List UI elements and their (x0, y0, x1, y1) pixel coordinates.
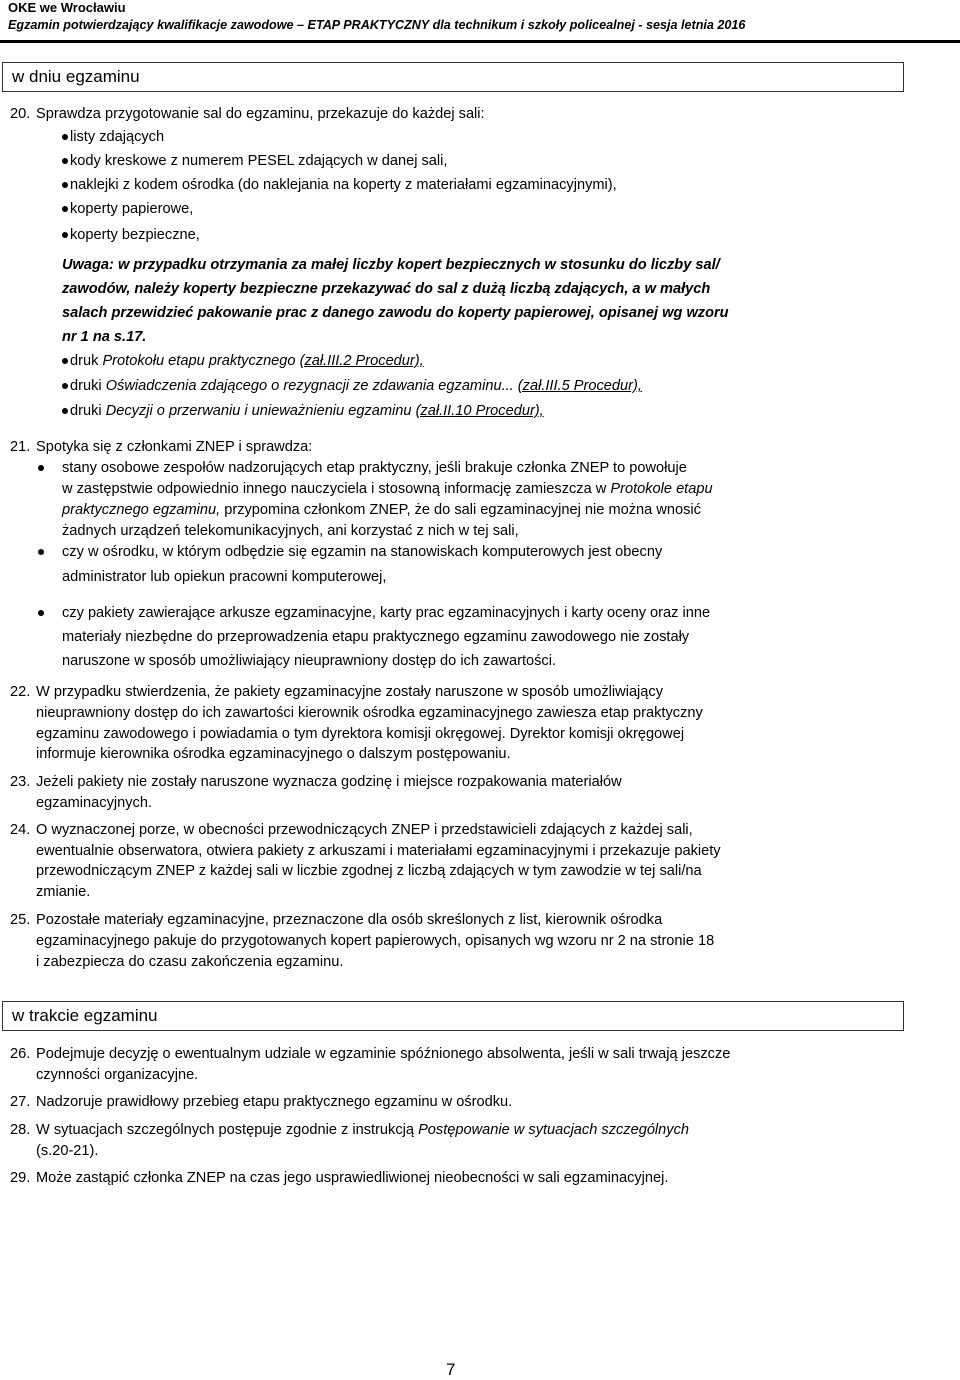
paragraph-line: praktycznego egzaminu, przypomina członkom ZNEP, że do sali egzaminacyjnej nie można wnosić (62, 502, 701, 518)
bullet-icon (62, 358, 68, 364)
paragraph-line: W przypadku stwierdzenia, że pakiety egzaminacyjne zostały naruszone w sposób umożliwiający (36, 684, 664, 700)
list-item: listy zdających (70, 129, 165, 145)
bullet-icon (38, 465, 44, 471)
list-item-protocol-form: druk Protokołu etapu praktycznego (zał.III.2 Procedur), (70, 353, 424, 369)
item-number: 29. (10, 1170, 31, 1186)
paragraph-line: Nadzoruje prawidłowy przebieg etapu praktycznego egzaminu w ośrodku. (36, 1094, 513, 1110)
paragraph-line: egzaminu zawodowego i powiadamia o tym dyrektora komisji okręgowej. Dyrektor komisji okręgowej (36, 726, 685, 742)
page-header (8, 0, 958, 34)
section-title: w dniu egzaminu (12, 67, 140, 86)
paragraph-line: administrator lub opiekun pracowni komputerowej, (62, 569, 387, 585)
paragraph-line: przewodniczącym ZNEP z każdej sali w liczbie zgodnej z liczbą zdających w tym zawodzie w tej sali/na (36, 863, 702, 879)
header-rule (0, 40, 960, 43)
item-number: 26. (10, 1046, 31, 1062)
bullet-icon (62, 232, 68, 238)
paragraph-line: i zabezpiecza do czasu zakończenia egzaminu. (36, 954, 344, 970)
paragraph-line: (s.20-21). (36, 1143, 99, 1159)
note-line: salach przewidzieć pakowanie prac z danego zawodu do koperty papierowej, opisanej wg wzoru (62, 305, 729, 321)
bullet-icon (62, 383, 68, 389)
item-number: 28. (10, 1122, 31, 1138)
bullet-icon (62, 182, 68, 188)
section-before-exam (2, 62, 904, 92)
paragraph-line: informuje kierownika ośrodka egzaminacyjnego o dalszym postępowaniu. (36, 746, 511, 762)
bullet-icon (62, 408, 68, 414)
list-item: kody kreskowe z numerem PESEL zdających w danej sali, (70, 153, 448, 169)
paragraph-line: nieuprawniony dostęp do ich zawartości kierownik ośrodka egzaminacyjnego zawiesza etap praktyczny (36, 705, 703, 721)
note-line: Uwaga: w przypadku otrzymania za małej liczby kopert bezpiecznych w stosunku do liczby sal/ (62, 257, 720, 273)
paragraph-line: stany osobowe zespołów nadzorujących etap praktyczny, jeśli brakuje członka ZNEP to powołuje (62, 460, 687, 476)
item-number: 24. (10, 822, 31, 838)
list-item-decision-form: druki Decyzji o przerwaniu i unieważnieniu egzaminu (zał.II.10 Procedur), (70, 403, 544, 419)
page-number: 7 (446, 1360, 456, 1379)
paragraph-line: żadnych urządzeń telekomunikacyjnych, ani korzystać z nich w tej sali, (62, 523, 519, 539)
paragraph-line: W sytuacjach szczególnych postępuje zgodnie z instrukcją Postępowanie w sytuacjach szczególnych (36, 1122, 690, 1138)
paragraph-line: Jeżeli pakiety nie zostały naruszone wyznacza godzinę i miejsce rozpakowania materiałów (36, 774, 622, 790)
bullet-icon (62, 206, 68, 212)
list-item-resignation-form: druki Oświadczenia zdającego o rezygnacji ze zdawania egzaminu... (zał.III.5 Procedur), (70, 378, 642, 394)
list-item: koperty bezpieczne, (70, 227, 200, 243)
list-item: koperty papierowe, (70, 201, 194, 217)
item-number: 20. (10, 106, 31, 122)
paragraph-line: ewentualnie obserwatora, otwiera pakiety z arkuszami i materiałami egzaminacyjnymi i przekazuje pakiety (36, 843, 721, 859)
item-number: 21. (10, 439, 31, 455)
item-number: 23. (10, 774, 31, 790)
header-institution: OKE we Wrocławiu (8, 0, 126, 15)
paragraph-line: czy pakiety zawierające arkusze egzaminacyjne, karty prac egzaminacyjnych i karty oceny oraz inne (62, 605, 711, 621)
paragraph-line: egzaminacyjnego pakuje do przygotowanych kopert papierowych, opisanych wg wzoru nr 2 na stronie 18 (36, 933, 715, 949)
paragraph-line: czy w ośrodku, w którym odbędzie się egzamin na stanowiskach komputerowych jest obecny (62, 544, 663, 560)
paragraph-line: Podejmuje decyzję o ewentualnym udziale w egzaminie spóźnionego absolwenta, jeśli w sali trwają jeszcze (36, 1046, 731, 1062)
item-21-intro: Spotyka się z członkami ZNEP i sprawdza: (36, 439, 313, 455)
item-number: 25. (10, 912, 31, 928)
bullet-icon (62, 134, 68, 140)
item-number: 27. (10, 1094, 31, 1110)
paragraph-line: Pozostałe materiały egzaminacyjne, przeznaczone dla osób skreślonych z list, kierownik ośrodka (36, 912, 663, 928)
paragraph-line: egzaminacyjnych. (36, 795, 152, 811)
paragraph-line: w zastępstwie odpowiednio innego nauczyciela i stosowną informację zamieszcza w Protokole etapu (62, 481, 713, 497)
paragraph-line: materiały niezbędne do przeprowadzenia etapu praktycznego egzaminu zawodowego nie zostały (62, 629, 690, 645)
list-item: naklejki z kodem ośrodka (do naklejania na koperty z materiałami egzaminacyjnymi), (70, 177, 617, 193)
paragraph-line: czynności organizacyjne. (36, 1067, 199, 1083)
paragraph-line: O wyznaczonej porze, w obecności przewodniczących ZNEP i przedstawicieli zdających z każdej sali, (36, 822, 693, 838)
bullet-icon (62, 158, 68, 164)
section-during-exam (2, 1001, 904, 1031)
paragraph-line: Może zastąpić członka ZNEP na czas jego usprawiedliwionej nieobecności w sali egzaminacyjnej. (36, 1170, 669, 1186)
bullet-icon (38, 610, 44, 616)
paragraph-line: zmianie. (36, 884, 91, 900)
note-line: zawodów, należy koperty bezpieczne przekazywać do sal z dużą liczbą zdających, a w małych (62, 281, 711, 297)
item-20-intro: Sprawdza przygotowanie sal do egzaminu, przekazuje do każdej sali: (36, 106, 485, 122)
item-number: 22. (10, 684, 31, 700)
bullet-icon (38, 549, 44, 555)
header-exam-title: Egzamin potwierdzający kwalifikacje zawodowe – ETAP PRAKTYCZNY dla technikum i szkoły policealnej - sesja letnia 2016 (8, 18, 746, 32)
section-title: w trakcie egzaminu (12, 1006, 158, 1025)
paragraph-line: naruszone w sposób umożliwiający nieuprawniony dostęp do ich zawartości. (62, 653, 557, 669)
note-line: nr 1 na s.17. (62, 329, 147, 345)
